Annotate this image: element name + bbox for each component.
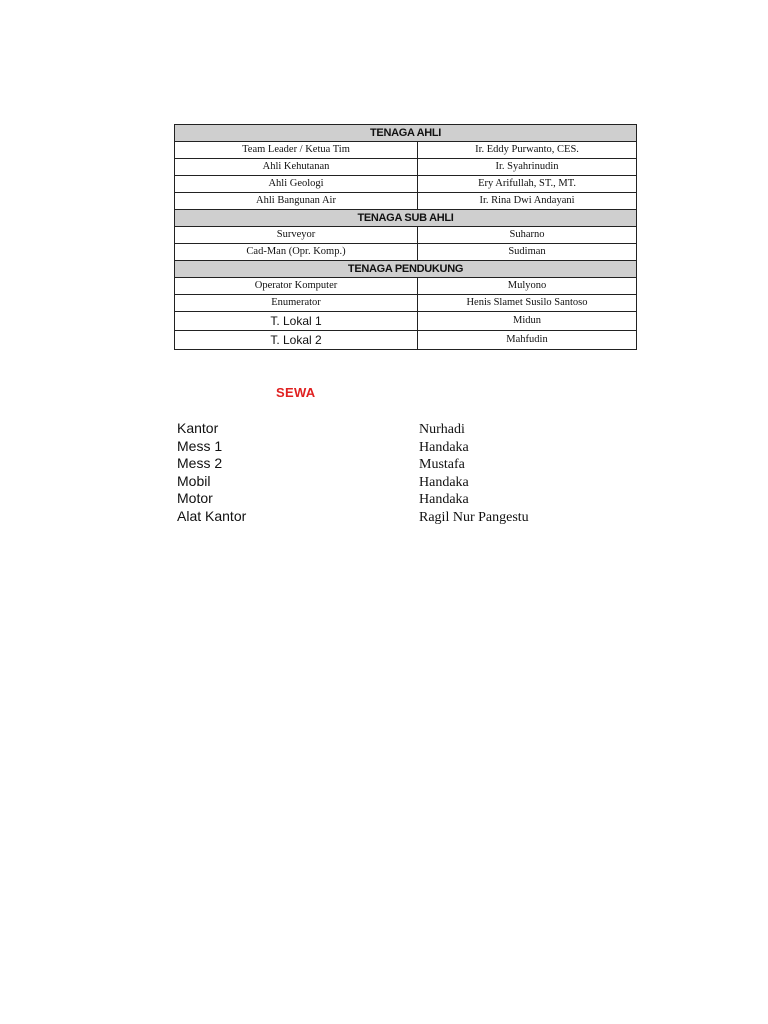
name-cell: Ery Arifullah, ST., MT. — [418, 176, 637, 193]
role-cell: T. Lokal 2 — [175, 331, 418, 350]
name-cell: Ir. Eddy Purwanto, CES. — [418, 142, 637, 159]
sewa-item-label: Mess 1 — [177, 437, 223, 454]
table-row — [175, 244, 637, 261]
sewa-item-label: Mess 2 — [177, 455, 223, 471]
role-cell: Team Leader / Ketua Tim — [175, 142, 418, 159]
name-cell: Ir. Syahrinudin — [418, 159, 637, 176]
table-row — [175, 176, 637, 193]
sewa-item-name: Nurhadi — [419, 422, 465, 437]
name-cell: Suharno — [418, 227, 637, 244]
section-header-row — [175, 261, 637, 278]
name-cell: Ir. Rina Dwi Andayani — [418, 193, 637, 210]
table-row — [175, 159, 637, 176]
table-row — [175, 227, 637, 244]
role-cell: Ahli Kehutanan — [175, 159, 418, 176]
name-cell: Henis Slamet Susilo Santoso — [418, 295, 637, 312]
sewa-item-name: Handaka — [419, 492, 469, 507]
list-item — [177, 420, 597, 438]
sewa-item-label: Motor — [177, 490, 213, 506]
role-cell: Ahli Geologi — [175, 176, 418, 193]
role-cell: T. Lokal 1 — [175, 312, 418, 331]
table-row — [175, 295, 637, 312]
sewa-item-name: Mustafa — [419, 457, 465, 472]
sewa-item-label: Mobil — [177, 472, 211, 489]
list-item — [177, 490, 597, 508]
section-header: TENAGA AHLI — [175, 125, 637, 142]
sewa-item-name: Ragil Nur Pangestu — [419, 509, 529, 525]
section-header: TENAGA PENDUKUNG — [175, 261, 637, 278]
table-row — [175, 142, 637, 159]
table-row — [175, 193, 637, 210]
sewa-item-label: Kantor — [177, 420, 219, 436]
role-cell: Operator Komputer — [175, 278, 418, 295]
sewa-item-label: Alat Kantor — [177, 507, 247, 524]
table-row — [175, 331, 637, 350]
list-item — [177, 473, 597, 491]
name-cell: Mahfudin — [418, 331, 637, 350]
name-cell: Sudiman — [418, 244, 637, 261]
role-cell: Cad-Man (Opr. Komp.) — [175, 244, 418, 261]
role-cell: Enumerator — [175, 295, 418, 312]
section-header-row — [175, 125, 637, 142]
section-header: TENAGA SUB AHLI — [175, 210, 637, 227]
list-item — [177, 455, 597, 473]
sewa-item-name: Handaka — [419, 439, 469, 455]
table-row — [175, 278, 637, 295]
sewa-list — [177, 420, 597, 525]
section-header-row — [175, 210, 637, 227]
list-item — [177, 438, 597, 456]
name-cell: Mulyono — [418, 278, 637, 295]
role-cell: Surveyor — [175, 227, 418, 244]
name-cell: Midun — [418, 312, 637, 331]
list-item — [177, 508, 597, 526]
table-row — [175, 312, 637, 331]
role-cell: Ahli Bangunan Air — [175, 193, 418, 210]
sewa-item-name: Handaka — [419, 474, 469, 490]
staff-table — [174, 124, 637, 350]
sewa-title: SEWA — [276, 385, 316, 400]
